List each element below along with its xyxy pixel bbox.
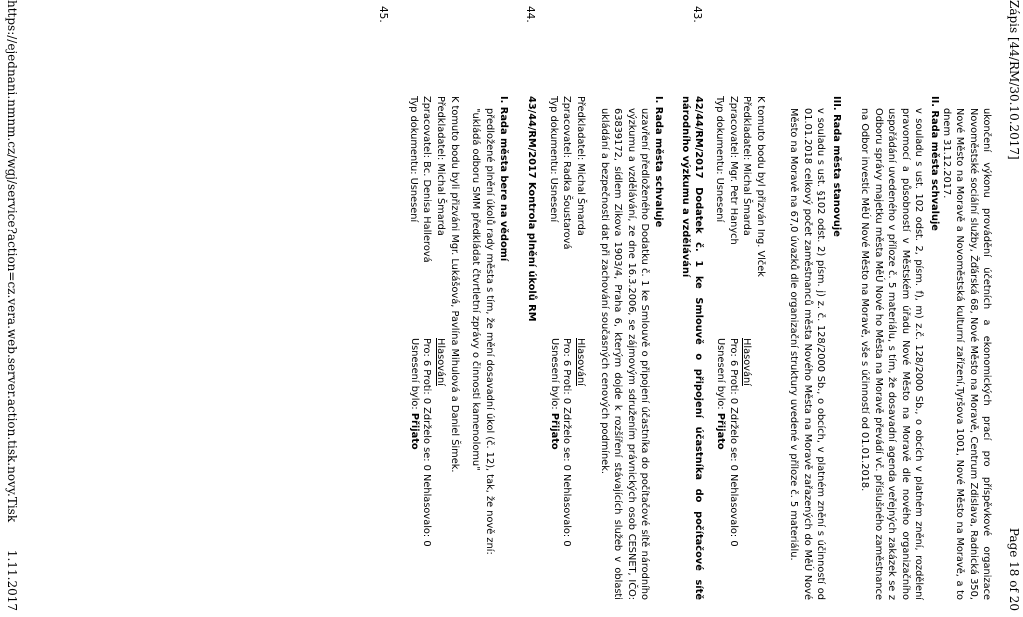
typ-dokumentu: Typ dokumentu: Usnesení: [548, 96, 559, 223]
item-title: 43/44/RM/2017 Kontrola plnění úkolů RM: [526, 96, 537, 322]
item-title: 42/44/RM/2017 Dodatek č. 1 ke Smlouvě o připojení účastníka do počítačové sítě národního výzkumu a vzdělávání: [679, 96, 704, 600]
typ-dokumentu: Typ dokumentu: Usnesení: [408, 96, 419, 223]
section-text: předložené plnění úkolů rady města s tím, že mění dosavadní úkol (č. 12), tak, že nově zní:: [484, 108, 495, 555]
typ-dokumentu: Typ dokumentu: Usnesení: [714, 96, 725, 223]
hlasovani-label: Hlasování: [575, 338, 586, 386]
invited-note: K tomuto bodu byli přizváni Mgr. Lukášová, Pavlína Mihulová a Daniel Šimek.: [449, 96, 460, 473]
zpracovatel: Zpracovatel: Mgr. Petr Hanych: [728, 96, 739, 245]
section-text-schvaluje: v souladu s ust. 102 odst. 2, písm. f), m) z.č. 128/2000 Sb., o obcích v platném znění, rozdělení pravomocí a působností v Městském úřadu Nové Město na Moravě dle nového organizačního uspořádání uvedeného v příloze č. 5 materiálu, s tím, že dosavadní agenda veřejných zakázek se z Odboru správy majetku města MěÚ Nové ho Města na Moravě převádí vč. příslušného zaměstnance na Odbor investic MěÚ Nové Město na Moravě, vše s účinností od 01.01.2018.: [859, 108, 924, 600]
section-text: uzavření předloženého Dodatku č. 1 ke Smlouvě o připojení účastníka do počítačové sítě národního výzkumu a vzdělávání, ze dne 16.3.2006, se zájmovým sdružením právnických osob CESNET, IČO: 63839172, sídlem Zikova 1903/4, Praha 6, kterým dojde k rozšíření stávajících služeb v oblasti ukládání a bezpečnosti dat při zachování současných cenových podmínek.: [598, 108, 650, 600]
resolution-result: Usnesení bylo: Přijato: [549, 338, 560, 450]
invited-note: K tomuto bodu byl přizván Ing. Vlček: [755, 96, 766, 277]
zpracovatel: Zpracovatel: Bc. Denisa Hallerová: [421, 96, 432, 263]
header-right: Page 18 of 20: [1007, 527, 1021, 611]
vote-counts: Pro: 6 Proti: 0 Zdrželo se: 0 Nehlasovalo: 0: [421, 338, 432, 547]
predkladatel: Předkladatel: Michal Šmarda: [435, 96, 446, 236]
vote-counts: Pro: 6 Proti: 0 Zdrželo se: 0 Nehlasovalo: 0: [561, 338, 572, 547]
header-left: Zápis [44/RM/30.10.2017]: [1007, 0, 1021, 160]
hlasovani-label: Hlasování: [435, 338, 446, 386]
resolution-result: Usnesení bylo: Přijato: [409, 338, 420, 450]
section-heading-schvaluje: II. Rada města schvaluje: [929, 96, 940, 231]
item-number: 43.: [691, 6, 703, 23]
item-number: 45.: [377, 6, 389, 23]
item-number: 44.: [524, 6, 536, 23]
section-heading-bere-na-vedomi: I. Rada města bere na vědomí: [498, 96, 509, 262]
zpracovatel: Zpracovatel: Radka Šoustarová: [561, 96, 572, 250]
resolution-result: Usnesení bylo: Přijato: [715, 338, 726, 450]
footer-url: https://ejednani.nmnm.cz/wgj/service?action=cz.vera.web.server.action.tisk.novy.Tisk: [5, 0, 19, 523]
quoted-task: "ukládá odboru SMM předkládat čtvrtletní zprávy o činnosti kamenolomu": [470, 108, 481, 471]
hlasovani-label: Hlasování: [741, 338, 752, 386]
section-text-stanovuje: v souladu s ust. §102 odst. 2) písm. j) z. č. 128/2000 Sb., o obcích, v platném znění s účinností od 01.01.2018 celkový počet zaměstnanců města Nového Města na Moravě zařazených do MěÚ Nové Město na Moravě na 67,0 úvazků dle organizační struktury uvedené v příloze č. 5 materiálu.: [788, 108, 826, 600]
predkladatel: Předkladatel: Michal Šmarda: [575, 96, 586, 236]
predkladatel: Předkladatel: Michal Šmarda: [741, 96, 752, 236]
section-heading-stanovuje: III. Rada města stanovuje: [831, 96, 842, 237]
footer-date: 1.11.2017: [5, 549, 19, 611]
section-heading-schvaluje: I. Rada města schvaluje: [653, 96, 664, 228]
continuation-text: ukončení výkonu provádění účetních a ekonomických prací pro příspěvkové organizace Novoměstské sociální služby, Žďárská 68, Nové Město na Moravě, Centrum Zdislava, Radnická 350, Nové Město na Moravě a Novoměstská kulturní zařízení,Tyršova 1001, Nové Město na Moravě, a to dnem 31.12.2017.: [940, 108, 992, 600]
vote-counts: Pro: 6 Proti: 0 Zdrželo se: 0 Nehlasovalo: 0: [728, 338, 739, 547]
